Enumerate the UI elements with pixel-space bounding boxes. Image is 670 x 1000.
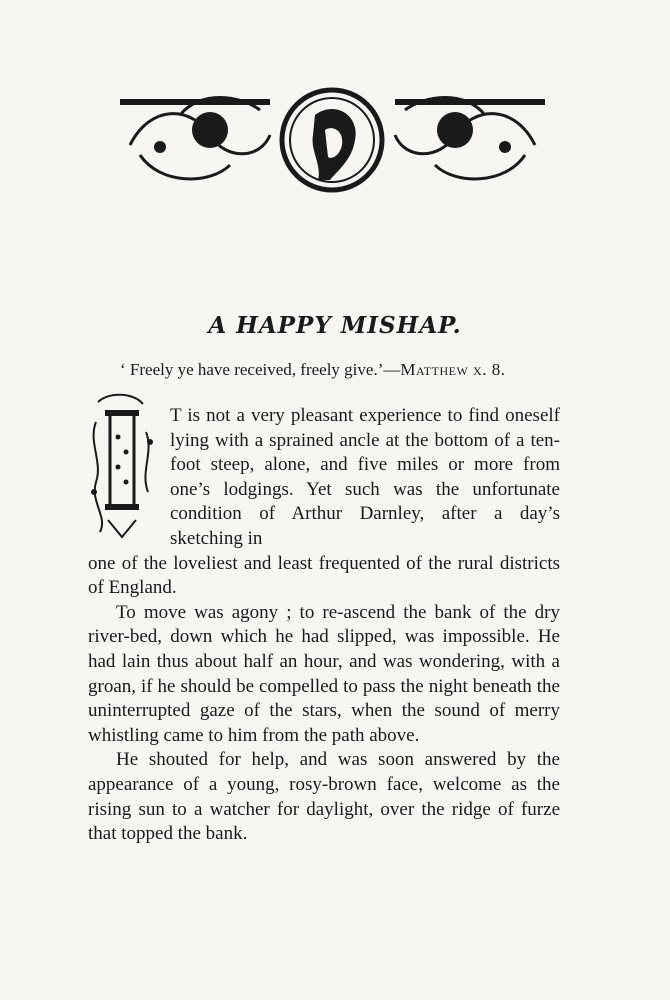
paragraph-3: He shouted for help, and was soon answered by the appearance of a young, rosy-brown face, welcome as the rising sun to a watcher for daylight, over the ridge of furze that topped the bank.	[88, 749, 560, 845]
chapter-title: A HAPPY MISHAP.	[208, 312, 462, 339]
epigraph	[120, 360, 560, 380]
headpiece-ornament-icon	[120, 85, 545, 195]
epigraph-quote: ‘ Freely ye have received, freely give.’—	[120, 360, 401, 379]
paragraph-1-dropcap-part: T is not a very pleasant experience to find oneself lying with a sprained ancle at the bottom of a ten-foot steep, alone, and five miles or more from one’s lodgings. Yet such was the unfortunate condition of Arthur Darnley, after a day’s sketching in	[170, 405, 560, 549]
epigraph-reference: Matthew x. 8.	[400, 360, 506, 379]
drop-cap-letter: I	[121, 472, 123, 473]
paragraph-1-continuation: one of the loveliest and least frequented of the rural districts of England.	[88, 552, 560, 599]
body-text	[88, 404, 560, 847]
paragraph-2: To move was agony ; to re-ascend the bank of the dry river-bed, down which he had slipped, was impossible. He had lain thus about half an hour, and was wondering, with a groan, if he should be compelled to pass the night beneath the uninterrupted gaze of the stars, when the sound of merry whistling came to him from the path above.	[88, 601, 560, 746]
